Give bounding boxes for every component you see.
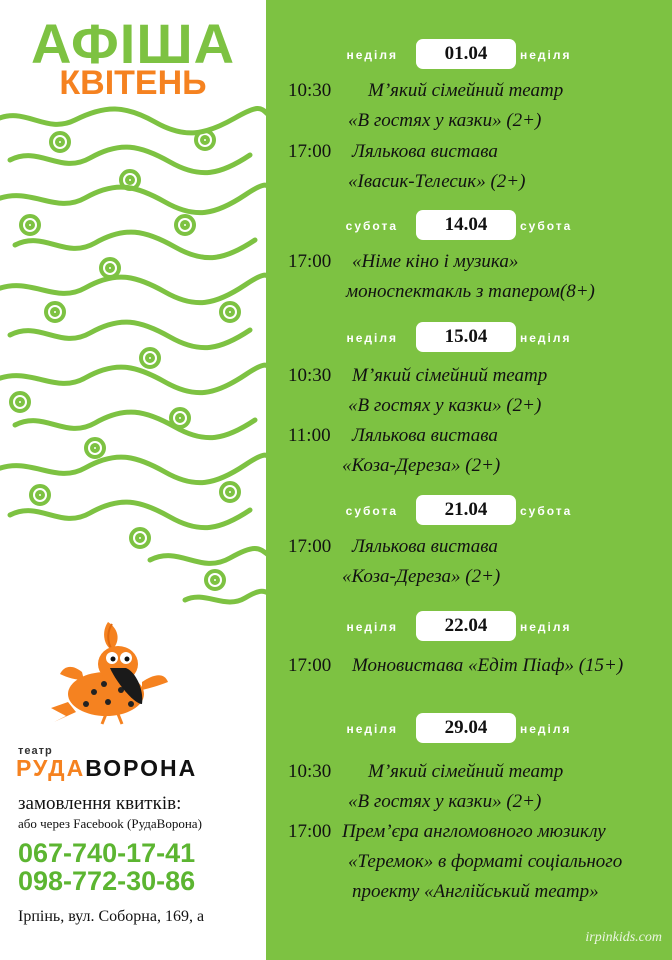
- event-line: моноспектакль з тапером(8+): [346, 281, 595, 302]
- event-time: 17:00: [288, 821, 332, 842]
- poster-title: АФІША: [30, 12, 236, 75]
- date-box: 15.04: [416, 322, 516, 352]
- event-time: 11:00: [288, 425, 331, 446]
- crow-logo-illustration: [46, 612, 176, 727]
- swirl-decoration: [0, 100, 266, 620]
- event-line: М’який сімейний театр: [368, 761, 564, 782]
- event-line: Прем’єра англомовного мюзиклу: [342, 821, 606, 842]
- day-header: [266, 39, 672, 71]
- date-box: 14.04: [416, 210, 516, 240]
- event-line: Лялькова вистава: [352, 536, 498, 557]
- event-line: «Коза-Дереза» (2+): [342, 455, 501, 476]
- weekday-right: субота: [520, 219, 573, 233]
- event-time: 17:00: [288, 655, 332, 676]
- event-time: 17:00: [288, 251, 332, 272]
- watermark: irpinkids.com: [585, 930, 662, 945]
- event-line: «В гостях у казки» (2+): [348, 395, 542, 416]
- event-line: «Теремок» в форматі соціального: [348, 851, 623, 872]
- day-header: [266, 611, 672, 643]
- event-line: «В гостях у казки» (2+): [348, 791, 542, 812]
- day-header: [266, 210, 672, 242]
- theatre-address: Ірпінь, вул. Соборна, 169, а: [18, 908, 205, 925]
- date-box: 01.04: [416, 39, 516, 69]
- event-time: 10:30: [288, 761, 332, 782]
- event-line: Моновистава «Едіт Піаф» (15+): [352, 655, 624, 676]
- weekday-left: неділя: [346, 722, 398, 736]
- ticket-order-label: замовлення квитків:: [18, 793, 182, 814]
- date-box: 21.04: [416, 495, 516, 525]
- weekday-right: неділя: [520, 48, 572, 62]
- brand-part-vorona: ВОРОНА: [85, 755, 198, 781]
- event-time: 10:30: [288, 80, 332, 101]
- event-line: М’який сімейний театр: [368, 80, 564, 101]
- weekday-left: неділя: [346, 48, 398, 62]
- event-time: 17:00: [288, 141, 332, 162]
- weekday-left: субота: [345, 504, 398, 518]
- event-line: Лялькова вистава: [352, 141, 498, 162]
- day-header: [266, 495, 672, 527]
- day-header: [266, 322, 672, 354]
- left-panel: [0, 0, 266, 960]
- brand-part-ruda: РУДА: [16, 755, 86, 781]
- weekday-left: субота: [345, 219, 398, 233]
- theatre-label: театр: [18, 745, 53, 757]
- phone-number-2[interactable]: 098-772-30-86: [18, 866, 196, 896]
- event-line: Лялькова вистава: [352, 425, 498, 446]
- phone-number-1[interactable]: 067-740-17-41: [18, 838, 196, 868]
- date-box: 22.04: [416, 611, 516, 641]
- weekday-left: неділя: [346, 620, 398, 634]
- event-time: 17:00: [288, 536, 332, 557]
- theatre-brand: [16, 755, 197, 782]
- weekday-right: неділя: [520, 620, 572, 634]
- poster-month: КВІТЕНЬ: [59, 64, 207, 102]
- day-header: [266, 713, 672, 745]
- event-line: «Коза-Дереза» (2+): [342, 566, 501, 587]
- facebook-order-note: або через Facebook (РудаВорона): [18, 816, 202, 831]
- event-line: «Івасик-Телесик» (2+): [348, 171, 526, 192]
- weekday-right: субота: [520, 504, 573, 518]
- event-line: проекту «Англійський театр»: [352, 881, 599, 902]
- weekday-left: неділя: [346, 331, 398, 345]
- date-box: 29.04: [416, 713, 516, 743]
- weekday-right: неділя: [520, 722, 572, 736]
- weekday-right: неділя: [520, 331, 572, 345]
- event-line: «В гостях у казки» (2+): [348, 110, 542, 131]
- event-time: 10:30: [288, 365, 332, 386]
- event-line: «Німе кіно і музика»: [352, 251, 519, 272]
- event-line: М’який сімейний театр: [352, 365, 548, 386]
